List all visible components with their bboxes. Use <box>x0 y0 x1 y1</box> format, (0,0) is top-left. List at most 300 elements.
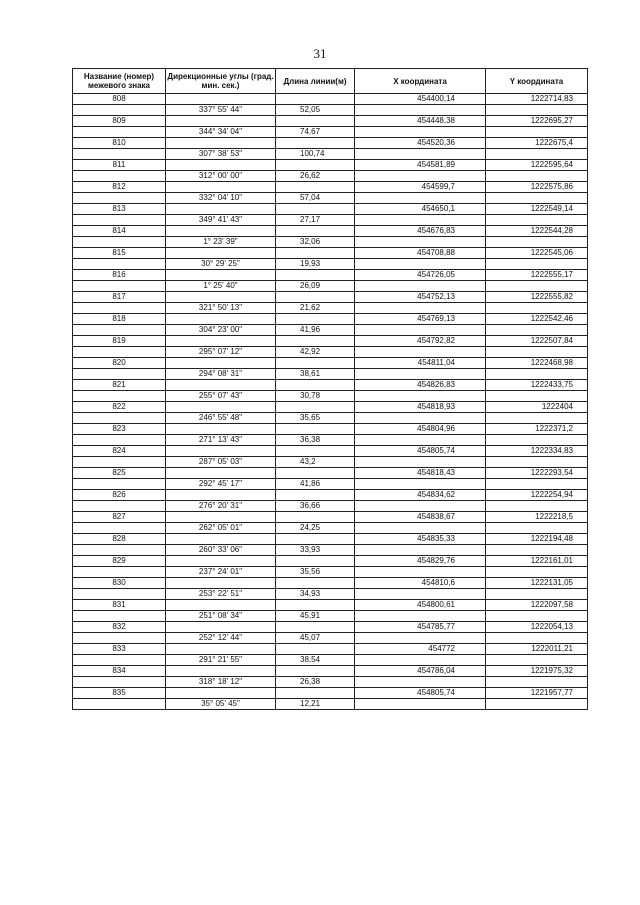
line-length: 38,61 <box>276 369 355 380</box>
line-length: 74,67 <box>276 127 355 138</box>
direction-angle: 237° 24' 01" <box>166 567 276 578</box>
empty-cell <box>486 545 588 556</box>
x-coordinate: 454835,33 <box>355 534 486 545</box>
line-length: 26,62 <box>276 171 355 182</box>
point-name: 831 <box>73 600 166 611</box>
y-coordinate: 1222545,06 <box>486 248 588 259</box>
x-coordinate: 454811,04 <box>355 358 486 369</box>
empty-cell <box>166 94 276 105</box>
segment-row <box>73 171 588 182</box>
point-name: 821 <box>73 380 166 391</box>
empty-cell <box>276 424 355 435</box>
empty-cell <box>73 567 166 578</box>
empty-cell <box>276 270 355 281</box>
line-length: 21,62 <box>276 303 355 314</box>
line-length: 36,66 <box>276 501 355 512</box>
segment-row <box>73 501 588 512</box>
segment-row <box>73 567 588 578</box>
empty-cell <box>486 303 588 314</box>
line-length: 100,74 <box>276 149 355 160</box>
empty-cell <box>166 490 276 501</box>
empty-cell <box>166 556 276 567</box>
empty-cell <box>73 501 166 512</box>
x-coordinate: 454834,62 <box>355 490 486 501</box>
header-row <box>73 69 588 94</box>
direction-angle: 1° 23' 39" <box>166 237 276 248</box>
table-body <box>73 94 588 710</box>
y-coordinate: 1222695,27 <box>486 116 588 127</box>
empty-cell <box>166 358 276 369</box>
point-name: 818 <box>73 314 166 325</box>
empty-cell <box>486 611 588 622</box>
empty-cell <box>276 182 355 193</box>
header-x-coordinate: X координата <box>355 69 486 94</box>
empty-cell <box>73 457 166 468</box>
direction-angle: 30° 29' 25" <box>166 259 276 270</box>
empty-cell <box>355 545 486 556</box>
empty-cell <box>276 204 355 215</box>
empty-cell <box>355 523 486 534</box>
empty-cell <box>166 666 276 677</box>
y-coordinate: 1222334,83 <box>486 446 588 457</box>
y-coordinate: 1222675,4 <box>486 138 588 149</box>
empty-cell <box>355 699 486 710</box>
x-coordinate: 454448,38 <box>355 116 486 127</box>
line-length: 12,21 <box>276 699 355 710</box>
empty-cell <box>166 512 276 523</box>
x-coordinate: 454581,89 <box>355 160 486 171</box>
x-coordinate: 454726,05 <box>355 270 486 281</box>
empty-cell <box>166 182 276 193</box>
empty-cell <box>73 655 166 666</box>
direction-angle: 253° 22' 51" <box>166 589 276 600</box>
empty-cell <box>486 259 588 270</box>
segment-row <box>73 457 588 468</box>
empty-cell <box>355 457 486 468</box>
empty-cell <box>166 688 276 699</box>
x-coordinate: 454785,77 <box>355 622 486 633</box>
point-row <box>73 248 588 259</box>
y-coordinate: 1222218,5 <box>486 512 588 523</box>
empty-cell <box>355 589 486 600</box>
point-name: 815 <box>73 248 166 259</box>
empty-cell <box>276 644 355 655</box>
point-name: 832 <box>73 622 166 633</box>
direction-angle: 312° 00' 00" <box>166 171 276 182</box>
point-row <box>73 644 588 655</box>
point-name: 813 <box>73 204 166 215</box>
x-coordinate: 454829,76 <box>355 556 486 567</box>
empty-cell <box>73 127 166 138</box>
empty-cell <box>486 105 588 116</box>
point-row <box>73 116 588 127</box>
header-point-name: Название (номер) межевого знака <box>73 69 166 94</box>
empty-cell <box>276 490 355 501</box>
line-length: 36,38 <box>276 435 355 446</box>
empty-cell <box>486 589 588 600</box>
empty-cell <box>355 303 486 314</box>
empty-cell <box>73 545 166 556</box>
point-name: 835 <box>73 688 166 699</box>
point-row <box>73 226 588 237</box>
x-coordinate: 454804,96 <box>355 424 486 435</box>
x-coordinate: 454800,61 <box>355 600 486 611</box>
segment-row <box>73 545 588 556</box>
point-row <box>73 600 588 611</box>
point-name: 809 <box>73 116 166 127</box>
empty-cell <box>73 369 166 380</box>
empty-cell <box>166 314 276 325</box>
direction-angle: 337° 55' 44" <box>166 105 276 116</box>
empty-cell <box>355 127 486 138</box>
segment-row <box>73 369 588 380</box>
point-name: 819 <box>73 336 166 347</box>
empty-cell <box>486 127 588 138</box>
empty-cell <box>276 94 355 105</box>
empty-cell <box>73 633 166 644</box>
x-coordinate: 454786,04 <box>355 666 486 677</box>
empty-cell <box>355 413 486 424</box>
segment-row <box>73 479 588 490</box>
point-name: 826 <box>73 490 166 501</box>
empty-cell <box>166 336 276 347</box>
direction-angle: 344° 34' 04" <box>166 127 276 138</box>
point-name: 810 <box>73 138 166 149</box>
segment-row <box>73 589 588 600</box>
point-name: 816 <box>73 270 166 281</box>
empty-cell <box>355 677 486 688</box>
empty-cell <box>73 325 166 336</box>
point-name: 811 <box>73 160 166 171</box>
point-name: 817 <box>73 292 166 303</box>
y-coordinate: 1221957,77 <box>486 688 588 699</box>
empty-cell <box>73 259 166 270</box>
point-row <box>73 468 588 479</box>
point-name: 814 <box>73 226 166 237</box>
point-row <box>73 314 588 325</box>
empty-cell <box>276 160 355 171</box>
point-row <box>73 336 588 347</box>
segment-row <box>73 611 588 622</box>
empty-cell <box>486 171 588 182</box>
empty-cell <box>276 314 355 325</box>
empty-cell <box>355 171 486 182</box>
empty-cell <box>73 281 166 292</box>
empty-cell <box>166 578 276 589</box>
y-coordinate: 1222404 <box>486 402 588 413</box>
empty-cell <box>355 655 486 666</box>
y-coordinate: 1222371,2 <box>486 424 588 435</box>
empty-cell <box>276 336 355 347</box>
direction-angle: 251° 08' 34" <box>166 611 276 622</box>
point-row <box>73 446 588 457</box>
direction-angle: 287° 05' 03" <box>166 457 276 468</box>
point-name: 822 <box>73 402 166 413</box>
empty-cell <box>486 567 588 578</box>
line-length: 27,17 <box>276 215 355 226</box>
empty-cell <box>166 292 276 303</box>
direction-angle: 276° 20' 31" <box>166 501 276 512</box>
empty-cell <box>73 171 166 182</box>
segment-row <box>73 347 588 358</box>
line-length: 42,92 <box>276 347 355 358</box>
y-coordinate: 1222011,21 <box>486 644 588 655</box>
x-coordinate: 454520,36 <box>355 138 486 149</box>
empty-cell <box>486 501 588 512</box>
empty-cell <box>73 523 166 534</box>
segment-row <box>73 523 588 534</box>
empty-cell <box>276 600 355 611</box>
empty-cell <box>166 226 276 237</box>
point-name: 808 <box>73 94 166 105</box>
empty-cell <box>355 501 486 512</box>
page-number: 31 <box>313 46 327 61</box>
segment-row <box>73 127 588 138</box>
x-coordinate: 454676,83 <box>355 226 486 237</box>
direction-angle: 321° 50' 13" <box>166 303 276 314</box>
empty-cell <box>73 303 166 314</box>
direction-angle: 332° 04' 10" <box>166 193 276 204</box>
empty-cell <box>486 633 588 644</box>
segment-row <box>73 699 588 710</box>
x-coordinate: 454818,43 <box>355 468 486 479</box>
point-row <box>73 512 588 523</box>
empty-cell <box>486 149 588 160</box>
segment-row <box>73 215 588 226</box>
point-row <box>73 424 588 435</box>
empty-cell <box>355 391 486 402</box>
empty-cell <box>276 534 355 545</box>
empty-cell <box>166 402 276 413</box>
empty-cell <box>355 611 486 622</box>
point-name: 830 <box>73 578 166 589</box>
point-row <box>73 556 588 567</box>
empty-cell <box>276 578 355 589</box>
point-name: 833 <box>73 644 166 655</box>
empty-cell <box>486 523 588 534</box>
x-coordinate: 454810,6 <box>355 578 486 589</box>
y-coordinate: 1222595,64 <box>486 160 588 171</box>
empty-cell <box>73 435 166 446</box>
y-coordinate: 1222575,86 <box>486 182 588 193</box>
boundary-coordinates-table <box>72 68 588 710</box>
empty-cell <box>166 270 276 281</box>
direction-angle: 255° 07' 43" <box>166 391 276 402</box>
empty-cell <box>276 116 355 127</box>
x-coordinate: 454805,74 <box>355 688 486 699</box>
empty-cell <box>355 325 486 336</box>
segment-row <box>73 677 588 688</box>
empty-cell <box>355 633 486 644</box>
direction-angle: 271° 13' 43" <box>166 435 276 446</box>
empty-cell <box>486 215 588 226</box>
direction-angle: 349° 41' 43" <box>166 215 276 226</box>
line-length: 35,65 <box>276 413 355 424</box>
direction-angle: 291° 21' 55" <box>166 655 276 666</box>
empty-cell <box>276 688 355 699</box>
line-length: 26,38 <box>276 677 355 688</box>
line-length: 41,86 <box>276 479 355 490</box>
empty-cell <box>486 457 588 468</box>
line-length: 19,93 <box>276 259 355 270</box>
header-y-coordinate: Y координата <box>486 69 588 94</box>
y-coordinate: 1222054,13 <box>486 622 588 633</box>
point-row <box>73 138 588 149</box>
empty-cell <box>355 435 486 446</box>
header-direction-angle: Дирекционные углы (град. мин. сек.) <box>166 69 276 94</box>
empty-cell <box>166 116 276 127</box>
empty-cell <box>486 677 588 688</box>
empty-cell <box>73 699 166 710</box>
direction-angle: 262° 05' 01" <box>166 523 276 534</box>
x-coordinate: 454818,93 <box>355 402 486 413</box>
direction-angle: 260° 33' 06" <box>166 545 276 556</box>
point-row <box>73 578 588 589</box>
empty-cell <box>355 369 486 380</box>
empty-cell <box>276 226 355 237</box>
empty-cell <box>276 138 355 149</box>
empty-cell <box>166 380 276 391</box>
empty-cell <box>73 347 166 358</box>
empty-cell <box>355 347 486 358</box>
x-coordinate: 454772 <box>355 644 486 655</box>
y-coordinate: 1222555,82 <box>486 292 588 303</box>
empty-cell <box>73 677 166 688</box>
empty-cell <box>276 358 355 369</box>
empty-cell <box>486 237 588 248</box>
point-row <box>73 490 588 501</box>
empty-cell <box>166 424 276 435</box>
empty-cell <box>73 391 166 402</box>
point-row <box>73 270 588 281</box>
line-length: 32,06 <box>276 237 355 248</box>
line-length: 34,93 <box>276 589 355 600</box>
point-name: 823 <box>73 424 166 435</box>
point-name: 812 <box>73 182 166 193</box>
empty-cell <box>276 666 355 677</box>
direction-angle: 307° 38' 53" <box>166 149 276 160</box>
y-coordinate: 1222549,14 <box>486 204 588 215</box>
empty-cell <box>276 292 355 303</box>
empty-cell <box>73 149 166 160</box>
line-length: 52,05 <box>276 105 355 116</box>
empty-cell <box>73 105 166 116</box>
empty-cell <box>486 655 588 666</box>
segment-row <box>73 149 588 160</box>
empty-cell <box>355 149 486 160</box>
empty-cell <box>166 534 276 545</box>
empty-cell <box>276 622 355 633</box>
direction-angle: 304° 23' 00" <box>166 325 276 336</box>
segment-row <box>73 655 588 666</box>
empty-cell <box>166 138 276 149</box>
y-coordinate: 1222254,94 <box>486 490 588 501</box>
point-row <box>73 292 588 303</box>
point-row <box>73 622 588 633</box>
empty-cell <box>166 622 276 633</box>
point-name: 827 <box>73 512 166 523</box>
line-length: 26,09 <box>276 281 355 292</box>
empty-cell <box>355 479 486 490</box>
point-row <box>73 358 588 369</box>
x-coordinate: 454838,67 <box>355 512 486 523</box>
direction-angle: 292° 45' 17" <box>166 479 276 490</box>
y-coordinate: 1222544,28 <box>486 226 588 237</box>
point-name: 828 <box>73 534 166 545</box>
empty-cell <box>355 105 486 116</box>
segment-row <box>73 237 588 248</box>
segment-row <box>73 281 588 292</box>
point-name: 829 <box>73 556 166 567</box>
empty-cell <box>73 237 166 248</box>
segment-row <box>73 633 588 644</box>
empty-cell <box>355 259 486 270</box>
segment-row <box>73 435 588 446</box>
point-name: 824 <box>73 446 166 457</box>
empty-cell <box>73 611 166 622</box>
empty-cell <box>486 699 588 710</box>
y-coordinate: 1222131,05 <box>486 578 588 589</box>
point-name: 834 <box>73 666 166 677</box>
empty-cell <box>73 193 166 204</box>
empty-cell <box>166 204 276 215</box>
empty-cell <box>166 468 276 479</box>
y-coordinate: 1222433,75 <box>486 380 588 391</box>
direction-angle: 246° 55' 48" <box>166 413 276 424</box>
segment-row <box>73 391 588 402</box>
empty-cell <box>486 369 588 380</box>
point-row <box>73 160 588 171</box>
y-coordinate: 1222161,01 <box>486 556 588 567</box>
empty-cell <box>276 468 355 479</box>
empty-cell <box>355 567 486 578</box>
x-coordinate: 454708,88 <box>355 248 486 259</box>
line-length: 45,91 <box>276 611 355 622</box>
direction-angle: 1° 25' 40" <box>166 281 276 292</box>
point-name: 820 <box>73 358 166 369</box>
line-length: 45,07 <box>276 633 355 644</box>
direction-angle: 252° 12' 44" <box>166 633 276 644</box>
empty-cell <box>486 435 588 446</box>
x-coordinate: 454826,83 <box>355 380 486 391</box>
point-row <box>73 380 588 391</box>
empty-cell <box>486 325 588 336</box>
header-line-length: Длина линии(м) <box>276 69 355 94</box>
y-coordinate: 1222714,83 <box>486 94 588 105</box>
empty-cell <box>166 160 276 171</box>
line-length: 43,2 <box>276 457 355 468</box>
x-coordinate: 454650,1 <box>355 204 486 215</box>
direction-angle: 295° 07' 12" <box>166 347 276 358</box>
direction-angle: 318° 18' 12" <box>166 677 276 688</box>
empty-cell <box>486 281 588 292</box>
point-row <box>73 94 588 105</box>
x-coordinate: 454599,7 <box>355 182 486 193</box>
y-coordinate: 1222097,58 <box>486 600 588 611</box>
empty-cell <box>166 600 276 611</box>
table-header <box>73 69 588 94</box>
empty-cell <box>166 446 276 457</box>
empty-cell <box>276 556 355 567</box>
direction-angle: 294° 08' 31" <box>166 369 276 380</box>
x-coordinate: 454792,82 <box>355 336 486 347</box>
line-length: 24,25 <box>276 523 355 534</box>
empty-cell <box>73 215 166 226</box>
x-coordinate: 454769,13 <box>355 314 486 325</box>
empty-cell <box>276 248 355 259</box>
empty-cell <box>166 248 276 259</box>
point-row <box>73 534 588 545</box>
